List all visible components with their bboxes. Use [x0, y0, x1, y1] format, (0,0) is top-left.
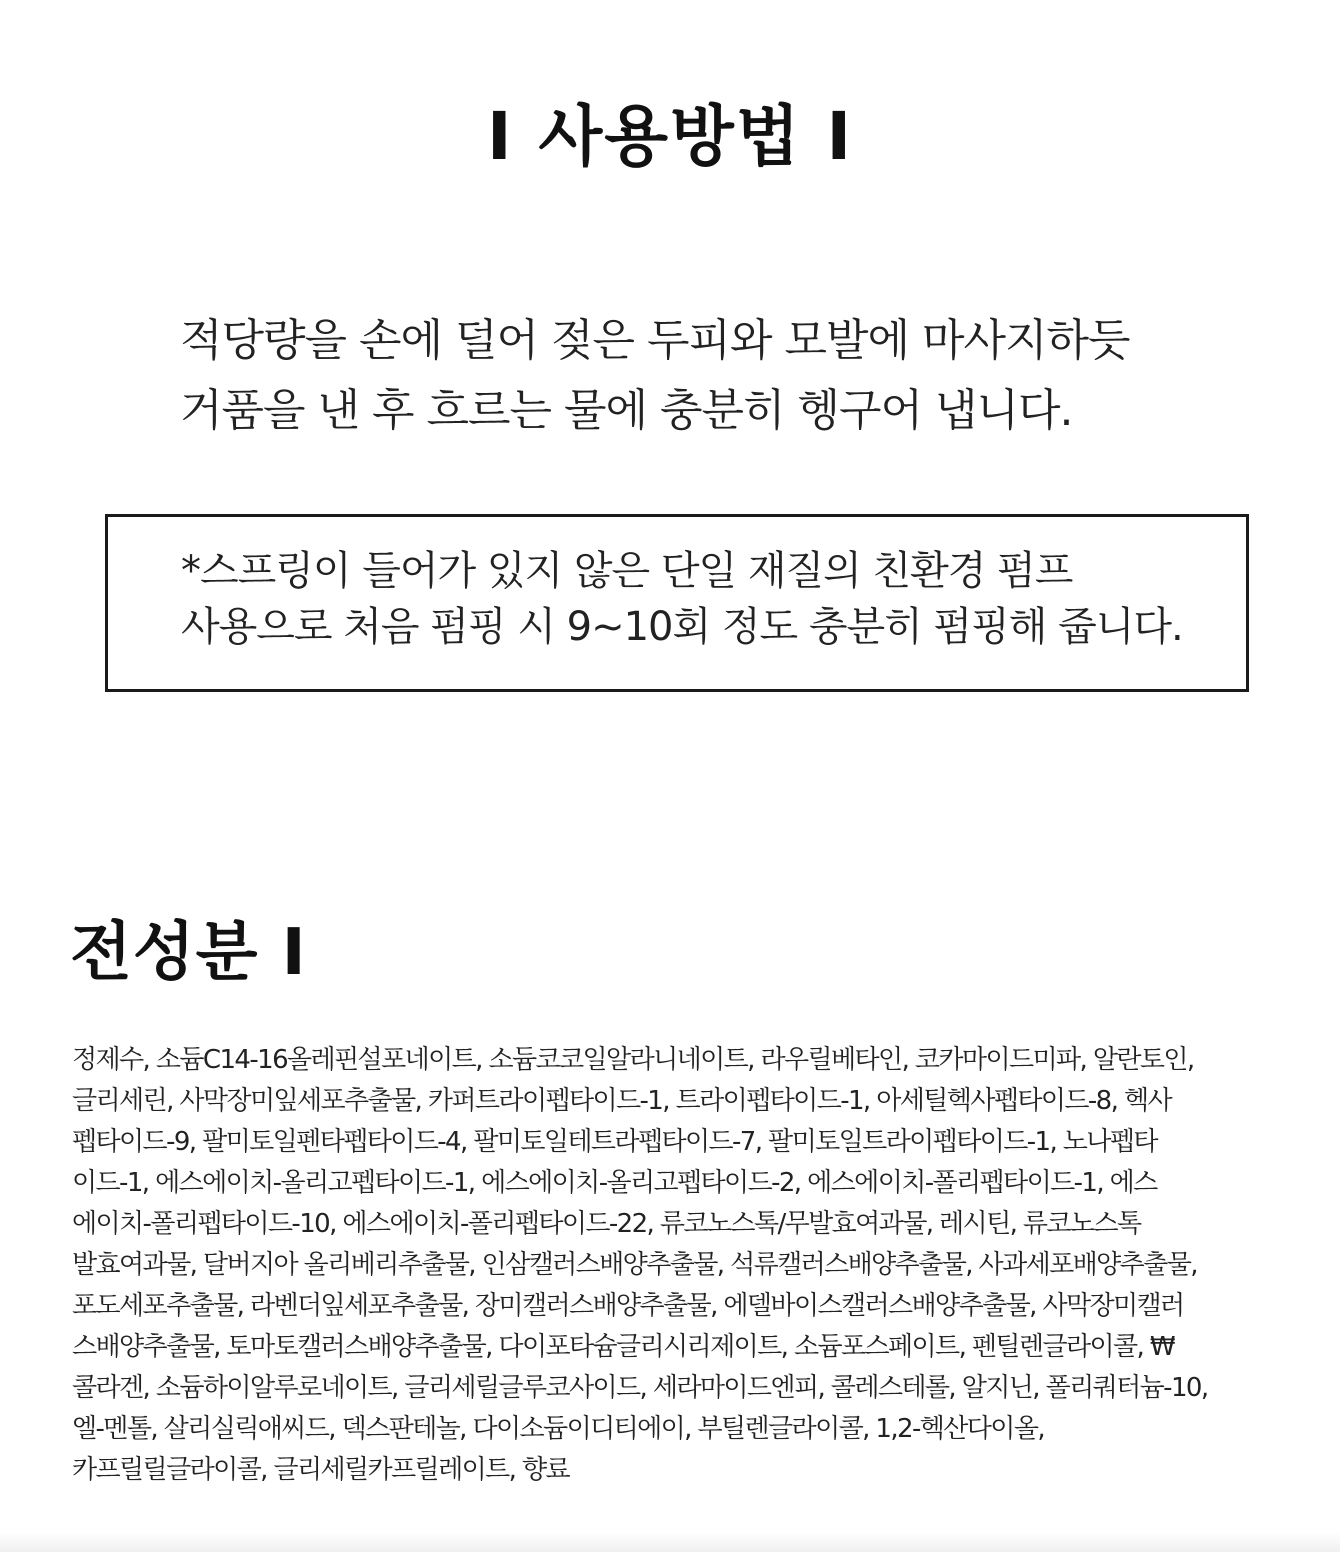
pump-notice-box — [105, 514, 1249, 692]
ingredients-line: 발효여과물, 달버지아 올리베리추출물, 인삼캘러스배양추출물, 석류캘러스배양추출물, 사과세포배양추출물, — [72, 1250, 1197, 1280]
pump-notice-line-1: *스프링이 들어가 있지 않은 단일 재질의 친환경 펌프 — [181, 548, 1073, 594]
ingredients-line: 펩타이드-9, 팔미토일펜타펩타이드-4, 팔미토일테트라펩타이드-7, 팔미토일트라이펩타이드-1, 노나펩타 — [72, 1127, 1157, 1157]
ingredients-line: 에이치-폴리펩타이드-10, 에스에이치-폴리펩타이드-22, 류코노스톡/무발효여과물, 레시틴, 류코노스톡 — [72, 1209, 1141, 1239]
ingredients-line: 스배양추출물, 토마토캘러스배양추출물, 다이포타슘글리시리제이트, 소듐포스페이트, 펜틸렌글라이콜, ₩ — [72, 1332, 1174, 1362]
usage-line-1: 적당량을 손에 덜어 젖은 두피와 모발에 마사지하듯 — [180, 315, 1130, 366]
bottom-edge — [0, 1532, 1340, 1552]
usage-line-2: 거품을 낸 후 흐르는 물에 충분히 헹구어 냅니다. — [180, 385, 1073, 436]
ingredients-line: 정제수, 소듐C14-16올레핀설포네이트, 소듐코코일알라니네이트, 라우릴베타인, 코카마이드미파, 알란토인, — [72, 1045, 1194, 1075]
ingredients-line: 이드-1, 에스에이치-올리고펩타이드-1, 에스에이치-올리고펩타이드-2, 에스에이치-폴리펩타이드-1, 에스 — [72, 1168, 1157, 1198]
usage-instructions — [180, 306, 1260, 446]
ingredients-line: 엘-멘톨, 살리실릭애씨드, 덱스판테놀, 다이소듐이디티에이, 부틸렌글라이콜, 1,2-헥산다이올, — [72, 1414, 1045, 1444]
ingredients-line: 글리세린, 사막장미잎세포추출물, 카퍼트라이펩타이드-1, 트라이펩타이드-1, 아세틸헥사펩타이드-8, 헥사 — [72, 1086, 1171, 1116]
ingredients-title: 전성분 I — [70, 916, 307, 990]
pump-notice-line-2: 사용으로 처음 펌핑 시 9~10회 정도 충분히 펌핑해 줍니다. — [181, 604, 1183, 650]
usage-title: I 사용방법 I — [486, 98, 854, 175]
ingredients-list — [72, 1040, 1282, 1491]
pump-notice-text — [181, 543, 1183, 655]
ingredients-line: 포도세포추출물, 라벤더잎세포추출물, 장미캘러스배양추출물, 에델바이스캘러스배양추출물, 사막장미캘러 — [72, 1291, 1184, 1321]
ingredients-line: 콜라겐, 소듐하이알루로네이트, 글리세릴글루코사이드, 세라마이드엔피, 콜레스테롤, 알지닌, 폴리쿼터늄-10, — [72, 1373, 1208, 1403]
ingredients-line: 카프릴릴글라이콜, 글리세릴카프릴레이트, 향료 — [72, 1455, 569, 1485]
